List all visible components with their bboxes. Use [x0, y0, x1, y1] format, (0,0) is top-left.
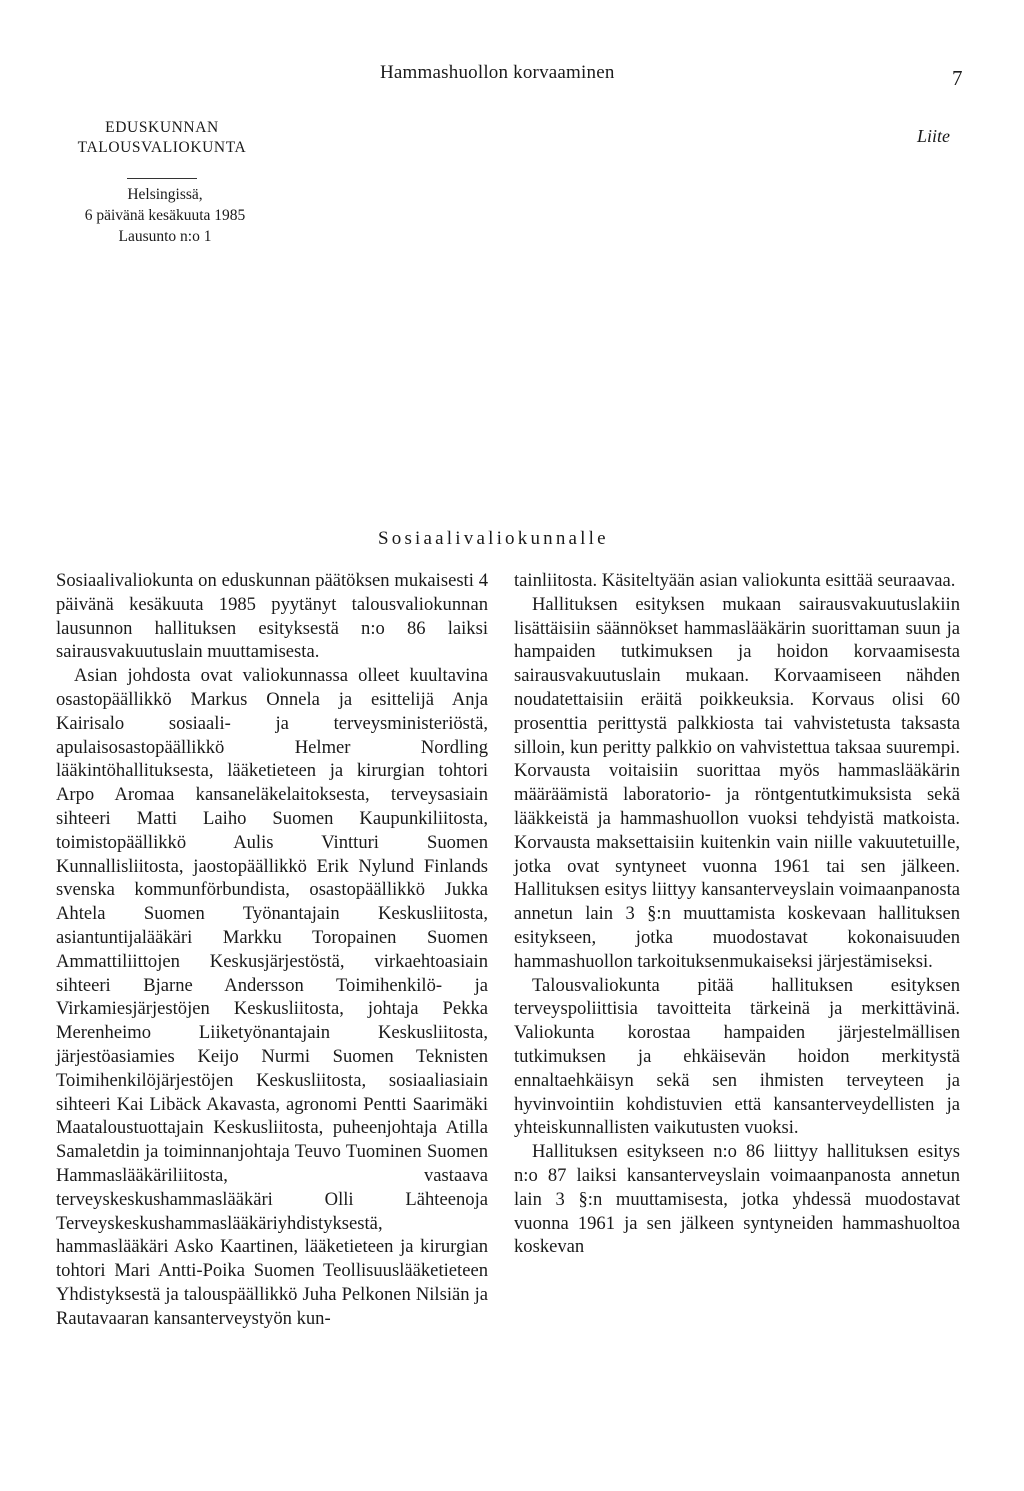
running-header-title: Hammashuollon korvaaminen	[380, 62, 615, 83]
letterhead-divider	[127, 178, 197, 179]
right-paragraph-4: Hallituksen esitykseen n:o 86 liittyy hallituksen esitys n:o 87 laiksi kansanterveyslain voimaanpanosta annetun lain 3 §:n muuttamisesta, jotka yhdessä muodostavat vuonna 1961 ja sen jälkeen syntyneiden hammashuoltoa koskevan	[514, 1141, 960, 1258]
page-number: 7	[952, 66, 963, 90]
letterhead-org-line1: EDUSKUNNAN	[105, 119, 219, 136]
right-paragraph-1: tainliitosta. Käsiteltyään asian valiokunta esittää seuraavaa.	[514, 570, 956, 591]
left-column	[56, 569, 488, 1331]
statement-meta	[40, 184, 290, 247]
left-paragraph-2: Asian johdosta ovat valiokunnassa olleet kuultavina osastopäällikkö Markus Onnela ja esittelijä Anja Kairisalo sosiaali- ja terveysministeriöstä, apulaisosastopäällikkö Helmer Nordling lääkintöhallituksesta, lääketieteen ja kirurgian tohtori Arpo Aromaa kansaneläkelaitoksesta, terveysasiain sihteeri Matti Laiho Suomen Kaupunkiliitosta, toimistopäällikkö Aulis Vintturi Suomen Kunnallisliitosta, jaostopäällikkö Erik Nylund Finlands svenska kommunförbundista, osastopäällikkö Jukka Ahtela Suomen Työnantajain Keskusliitosta, asiantuntijalääkäri Markku Toropainen Suomen Ammattiliittojen Keskusjärjestöstä, virkaehtoasiain sihteeri Bjarne Andersson Toimihenkilö- ja Virkamiesjärjestöjen Keskusliitosta, johtaja Pekka Merenheimo Liiketyönantajain Keskusliitosta, järjestöasiamies Keijo Nurmi Suomen Teknisten Toimihenkilöjärjestöjen Keskusliitosta, sosiaaliasiain sihteeri Kai Libäck Akavasta, agronomi Pentti Saarimäki Maataloustuottajain Keskusliitosta, puheenjohtaja Atilla Samaletdin ja toiminnanjohtaja Teuvo Tuominen Suomen Hammaslääkäriliitosta, vastaava terveyskeskushammaslääkäri Olli Lähteenoja Terveyskeskushammaslääkäriyhdistyksestä, hammaslääkäri Asko Kaartinen, lääketieteen ja kirurgian tohtori Mari Antti-Poika Suomen Teollisuuslääketieteen Yhdistyksestä ja talouspäällikkö Juha Pelkonen Nilsiän ja Rautavaaran kansanterveystyön kun-	[56, 665, 488, 1329]
letterhead	[42, 118, 282, 179]
addressee-heading: Sosiaalivaliokunnalle	[378, 528, 609, 549]
date: 6 päivänä kesäkuuta 1985	[84, 207, 246, 224]
right-paragraph-3: Talousvaliokunta pitää hallituksen esityksen terveyspoliittisia tavoitteita tärkeinä ja merkittävinä. Valiokunta korostaa hampaiden järjestelmällisen tutkimuksen ja ehkäisevän hoidon merkitystä ennaltaehkäisyn sekä sen ihmisten terveyteen ja hyvinvointiin kohdistuvien että kansanterveydellisten ja yhteiskunnallisten vaikutusten vuoksi.	[514, 974, 960, 1139]
right-column	[514, 569, 960, 1259]
place: Helsingissä,	[127, 186, 203, 203]
right-paragraph-2: Hallituksen esityksen mukaan sairausvakuutuslakiin lisättäisiin säännökset hammaslääkärin suorittaman suun ja hampaiden tutkimuksen ja hoidon korvaamisesta sairausvakuutuslain mukaan. Korvaamiseen nähden noudatettaisiin eräitä poikkeuksia. Korvaus olisi 60 prosenttia perittystä palkkiosta tai vahvistetusta taksasta silloin, kun peritty palkkio on vahvistettua taksaa suurempi. Korvausta voitaisiin suorittaa myös hammaslääkärin määräämistä laboratorio- ja röntgentutkimuksista sekä lääkkeistä ja hammashuollon vuoksi tehdyistä matkoista. Korvausta maksettaisiin kuitenkin vain niille vakuutetuille, jotka ovat syntyneet vuonna 1961 tai sen jälkeen. Hallituksen esitys liittyy kansanterveyslain voimaanpanosta annetun lain 3 §:n muuttamista koskevaan hallituksen esitykseen, jotka muodostavat kokonaisuuden hammashuollon tarkoituksenmukaiseksi järjestämiseksi.	[514, 593, 960, 972]
letterhead-org-line2: TALOUSVALIOKUNTA	[77, 139, 247, 156]
left-paragraph-1: Sosiaalivaliokunta on eduskunnan päätöksen mukaisesti 4 päivänä kesäkuuta 1985 pyytänyt talousvaliokunnan lausunnon hallituksen esityksestä n:o 86 laiksi sairausvakuutuslain muuttamisesta.	[56, 570, 488, 663]
attachment-label: Liite	[917, 126, 951, 146]
statement-number: Lausunto n:o 1	[118, 228, 212, 245]
